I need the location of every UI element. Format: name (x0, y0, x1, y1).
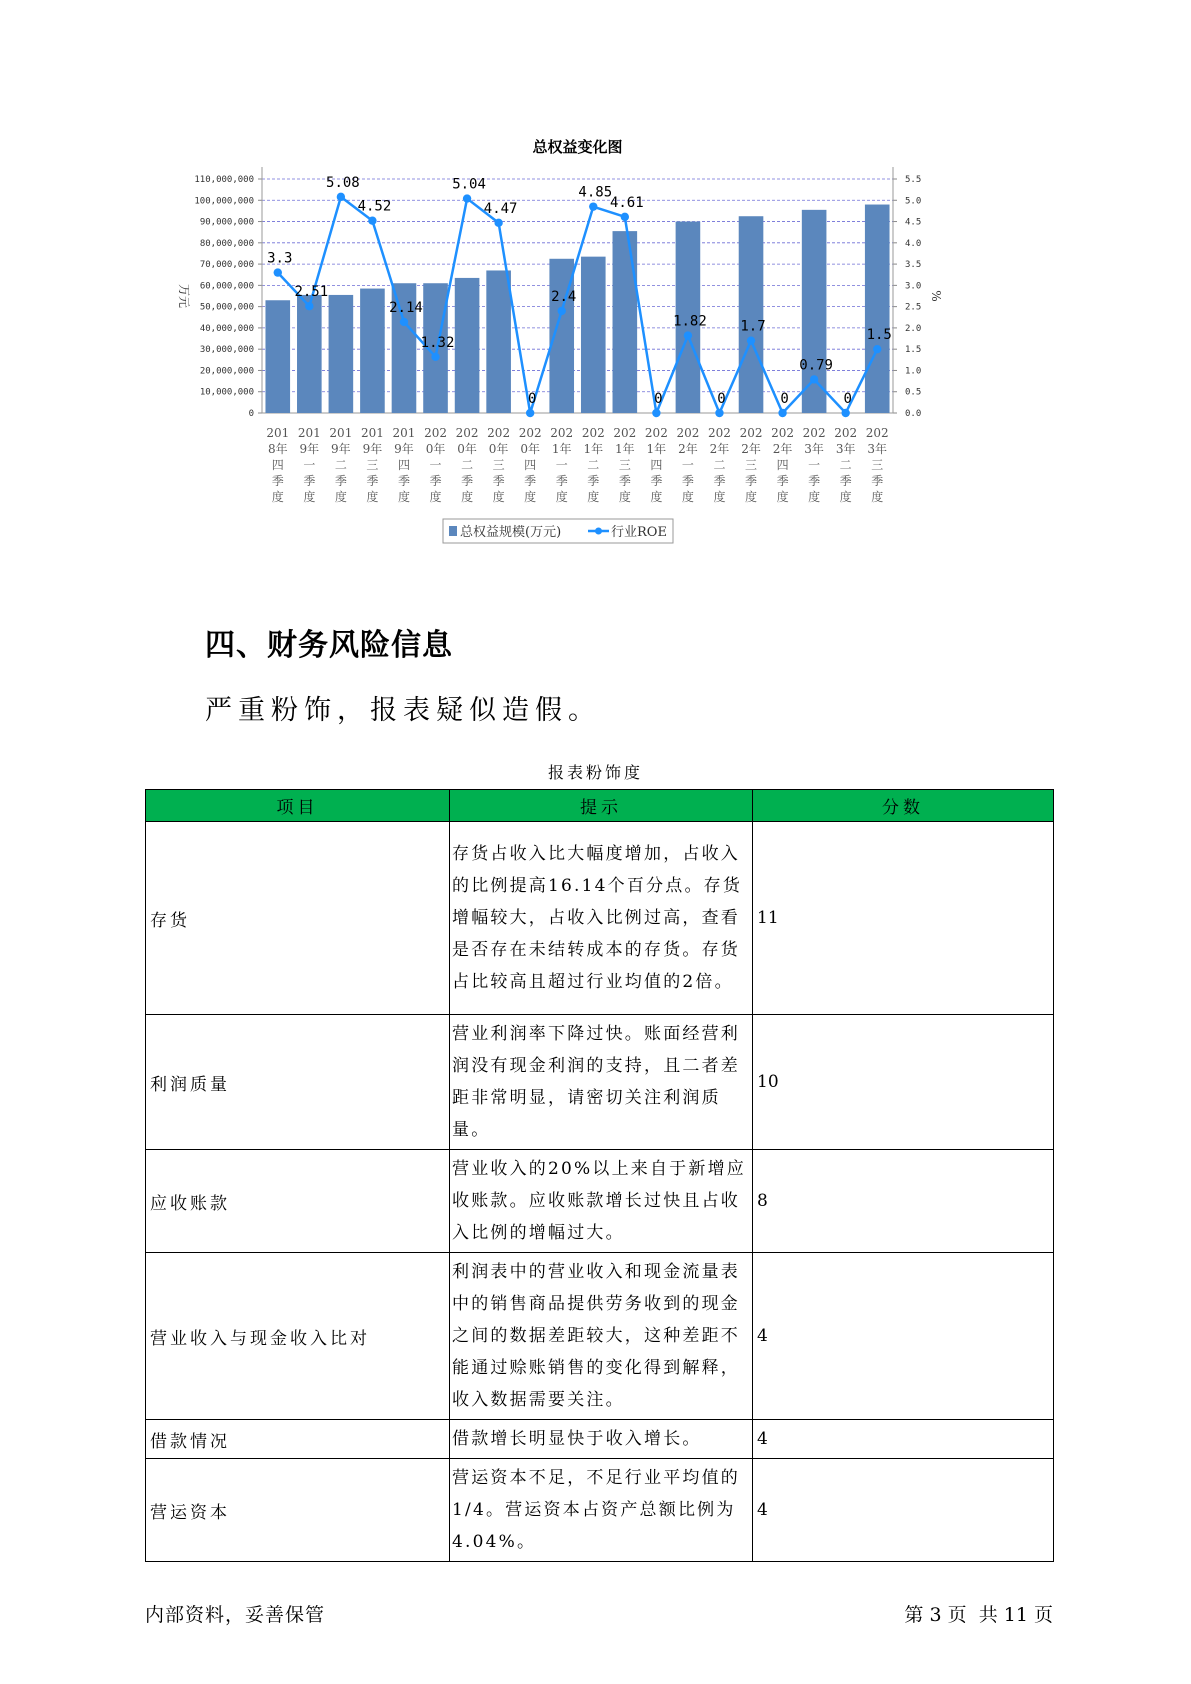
footer-confidential: 内部资料，妥善保管 (145, 1604, 326, 1626)
roe-data-label: 1.5 (866, 327, 892, 344)
row-hint: 利润表中的营业收入和现金流量表中的销售商品提供劳务收到的现金之间的数据差距较大，这种差距不能通过赊账销售的变化得到解释，收入数据需要关注。 (450, 1253, 753, 1420)
row-item: 借款情况 (146, 1420, 450, 1459)
section-heading: 四、财务风险信息 (205, 628, 453, 663)
roe-point (778, 409, 786, 417)
y-tick-label: 70,000,000 (199, 260, 254, 271)
bar (329, 295, 354, 413)
roe-point (274, 268, 282, 276)
page-total: 11 (1003, 1604, 1028, 1626)
risk-table (145, 789, 1054, 1562)
y2-tick-label: 0.0 (905, 409, 922, 419)
x-tick-label: 201 9年四季度 (392, 426, 416, 504)
row-score: 11 (753, 822, 1054, 1015)
page-prefix: 第 (904, 1604, 924, 1626)
y2-tick-label: 5.0 (905, 196, 922, 207)
bar (739, 216, 764, 413)
bar (613, 231, 638, 413)
y-tick-label: 90,000,000 (199, 217, 254, 228)
x-tick-label: 202 2年三季度 (739, 426, 763, 504)
x-tick-label: 202 1年一季度 (550, 426, 574, 504)
x-tick-label: 202 2年二季度 (708, 426, 731, 504)
page-mid: 页 共 (947, 1604, 998, 1626)
row-hint: 营业利润率下降过快。账面经营利润没有现金利润的支持，且二者差距非常明显，请密切关注利润质量。 (450, 1015, 753, 1150)
y2-tick-label: 5.5 (905, 175, 922, 185)
x-tick-label: 202 3年三季度 (865, 426, 889, 504)
roe-point (715, 409, 723, 417)
x-tick-label: 202 3年二季度 (834, 426, 858, 504)
footer-page-number (904, 1600, 1053, 1627)
roe-data-label: 0 (780, 391, 789, 407)
roe-point (305, 302, 313, 310)
row-item: 应收账款 (146, 1150, 450, 1253)
y-tick-label: 30,000,000 (199, 345, 254, 356)
row-hint: 营业收入的20%以上来自于新增应收账款。应收账款增长过快且占收入比例的增幅过大。 (450, 1150, 753, 1253)
legend-bar-label: 总权益规模(万元) (460, 525, 562, 540)
y2-tick-label: 0.5 (905, 387, 922, 398)
x-tick-label: 202 0年三季度 (487, 426, 511, 504)
y-tick-label: 100,000,000 (194, 196, 254, 207)
roe-point (337, 193, 345, 201)
y-tick-label: 40,000,000 (199, 323, 254, 334)
page-suffix: 页 (1033, 1604, 1053, 1626)
table-header-row (146, 790, 1054, 822)
roe-data-label: 4.52 (357, 198, 392, 215)
table-row (146, 1015, 1054, 1150)
table-row (146, 822, 1054, 1015)
roe-point (463, 194, 471, 202)
x-tick-label: 202 2年四季度 (771, 426, 795, 504)
x-tick-label: 202 1年二季度 (581, 426, 605, 504)
roe-data-label: 4.61 (609, 194, 644, 211)
x-tick-label: 202 0年四季度 (518, 426, 542, 504)
row-score: 4 (753, 1420, 1054, 1459)
legend-bar-swatch (449, 526, 457, 536)
x-tick-label: 202 3年一季度 (802, 426, 826, 504)
row-score: 4 (753, 1459, 1054, 1562)
roe-point (400, 318, 408, 326)
roe-point (652, 409, 660, 417)
x-tick-label: 202 0年二季度 (455, 426, 479, 504)
roe-point (684, 331, 692, 339)
bar (581, 257, 606, 413)
y2-tick-label: 1.5 (905, 345, 922, 356)
bar (486, 270, 511, 413)
roe-point (841, 409, 849, 417)
roe-data-label: 4.47 (483, 200, 518, 217)
row-hint: 借款增长明显快于收入增长。 (450, 1420, 753, 1459)
bar (265, 300, 290, 413)
roe-data-label: 0 (654, 391, 663, 407)
row-hint: 存货占收入比大幅度增加，占收入的比例提高16.14个百分点。存货增幅较大，占收入比例过高，查看是否存在未结转成本的存货。存货占比较高且超过行业均值的2倍。 (450, 822, 753, 1015)
legend-line-label: 行业ROE (611, 525, 667, 540)
x-tick-label: 202 2年一季度 (676, 426, 700, 504)
row-score: 4 (753, 1253, 1054, 1420)
roe-data-label: 1.32 (420, 334, 455, 351)
roe-data-label: 5.04 (452, 176, 486, 193)
y-tick-label: 80,000,000 (199, 238, 254, 249)
roe-point (873, 345, 881, 353)
roe-data-label: 0 (843, 391, 852, 407)
table-caption: 报表粉饰度 (547, 763, 643, 782)
y-tick-label: 110,000,000 (194, 175, 254, 185)
y-axis-label: 万元 (177, 283, 191, 309)
y2-tick-label: 1.0 (905, 366, 922, 377)
x-tick-label: 201 9年二季度 (329, 426, 353, 504)
y2-tick-label: 4.0 (905, 238, 922, 249)
roe-data-label: 4.85 (578, 184, 613, 201)
x-tick-label: 201 9年三季度 (360, 426, 384, 504)
equity-chart-svg (160, 132, 980, 602)
page-current: 3 (929, 1604, 942, 1626)
bar (297, 295, 322, 413)
row-item: 存货 (146, 822, 450, 1015)
roe-data-label: 1.7 (740, 318, 766, 335)
roe-data-label: 2.4 (551, 288, 577, 305)
table-row (146, 1150, 1054, 1253)
roe-data-label: 0 (527, 391, 537, 407)
roe-data-label: 0.79 (799, 357, 833, 374)
bar (360, 289, 385, 413)
roe-point (526, 409, 534, 417)
roe-point (558, 307, 566, 315)
row-score: 10 (753, 1015, 1054, 1150)
row-item: 营运资本 (146, 1459, 450, 1562)
roe-point (621, 213, 629, 221)
roe-point (494, 219, 502, 227)
bar (455, 278, 480, 413)
y-tick-label: 60,000,000 (199, 281, 254, 292)
equity-chart (160, 132, 980, 602)
header-item: 项目 (146, 790, 450, 822)
roe-data-label: 2.51 (294, 284, 329, 301)
header-score: 分数 (753, 790, 1054, 822)
x-tick-label: 201 9年一季度 (297, 426, 321, 504)
table-row (146, 1459, 1054, 1562)
roe-data-label: 1.82 (673, 313, 707, 330)
chart-title: 总权益变化图 (532, 138, 623, 156)
y-tick-label: 50,000,000 (199, 302, 254, 313)
table-row (146, 1420, 1054, 1459)
legend-line-marker (595, 528, 602, 535)
risk-summary: 严重粉饰，报表疑似造假。 (205, 695, 601, 726)
row-score: 8 (753, 1150, 1054, 1253)
y-tick-label: 10,000,000 (199, 387, 254, 398)
row-item: 利润质量 (146, 1015, 450, 1150)
roe-point (810, 375, 818, 383)
roe-point (747, 336, 755, 344)
roe-data-label: 2.14 (389, 299, 423, 316)
y-tick-label: 20,000,000 (199, 366, 254, 377)
x-tick-label: 202 0年一季度 (424, 426, 447, 504)
row-item: 营业收入与现金收入比对 (146, 1253, 450, 1420)
roe-data-label: 5.08 (326, 174, 360, 191)
y2-tick-label: 2.0 (905, 323, 922, 334)
roe-point (589, 202, 597, 210)
y2-tick-label: 3.0 (905, 281, 922, 292)
header-hint: 提示 (450, 790, 753, 822)
y2-tick-label: 2.5 (905, 302, 922, 313)
roe-point (431, 353, 439, 361)
bar (865, 205, 890, 413)
roe-data-label: 3.3 (267, 250, 293, 267)
roe-point (368, 216, 376, 224)
y2-tick-label: 4.5 (905, 217, 922, 228)
y2-tick-label: 3.5 (905, 260, 922, 271)
roe-data-label: 0 (717, 391, 726, 407)
x-tick-label: 202 1年三季度 (613, 426, 637, 504)
row-hint: 营运资本不足，不足行业平均值的1/4。营运资本占资产总额比例为4.04%。 (450, 1459, 753, 1562)
x-tick-label: 201 8年四季度 (266, 426, 290, 504)
table-row (146, 1253, 1054, 1420)
y-tick-label: 0 (248, 409, 254, 419)
y2-axis-label: % (929, 290, 943, 302)
x-tick-label: 202 1年四季度 (644, 426, 668, 504)
